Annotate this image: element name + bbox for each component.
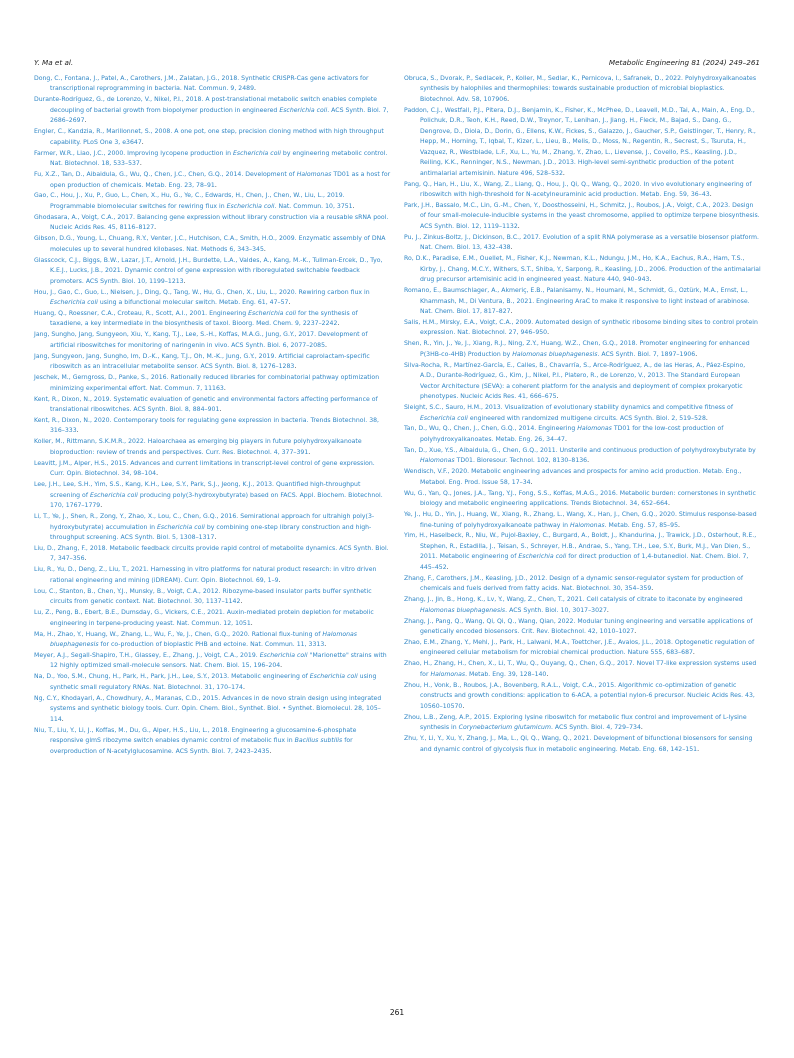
running-head-journal: Metabolic Engineering 81 (2024) 249–261 (608, 58, 760, 67)
reference-text[interactable]: Na, D., Yoo, S.M., Chung, H., Park, H., Park, J.H., Lee, S.Y., 2013. Metabolic engineering of (34, 673, 310, 681)
reference-entry[interactable] (404, 489, 761, 510)
reference-entry[interactable] (34, 608, 391, 629)
reference-text[interactable]: Glasscock, C.J., Biggs, B.W., Lazar, J.T., Arnold, J.H., Burdette, L.A., Valdes, A., Kang, M.-K., Tullman-Ercek, D., Tyo, K.E.J., Lucks, J.B., 2021. Dynamic control of gene expression with riboregulated switchable feedback promoters. ACS Synth. Biol. 10, 1199–1213 (34, 256, 383, 285)
reference-species-name[interactable]: Halomonas (296, 171, 332, 179)
reference-terminal-period: . (325, 341, 327, 349)
reference-text[interactable]: Kent, R., Dixon, N., 2019. Systematic evaluation of genetic and environmental factors affecting performance of translational riboswitches. ACS Synth. Biol. 8, 884–901 (34, 395, 378, 414)
reference-entry[interactable] (404, 713, 761, 734)
reference-text[interactable]: Jang, Sungho, Jang, Sungyeon, Xiu, Y., Kang, T.J., Lee, S.-H., Koffas, M.A.G., Jung, G.Y., 2017. Development of artificial riboswitches for monitoring of naringenin in vivo. ACS Synth. Biol. 6, 2077–2085 (34, 331, 368, 349)
reference-text[interactable]: Obruca, S., Dvorak, P., Sedlacek, P., Koller, M., Sedlar, K., Pernicova, I., Safranek, D., 2022. Polyhydroxyalkanoates synthesis by halophiles and thermophiles: towards sustainable production of microbial bioplastics. Biotechnol. Adv. 58, 107906 (404, 75, 757, 103)
reference-terminal-period: . (324, 641, 327, 649)
reference-terminal-period: . (337, 320, 340, 328)
reference-entry[interactable] (34, 480, 391, 511)
reference-text[interactable]: Ma, H., Zhao, Y., Huang, W., Zhang, L., Wu, F., Ye, J., Chen, G.Q., 2020. Rational flux-tuning of (34, 630, 323, 638)
reference-text[interactable]: Niu, T., Liu, Y., Li, J., Koffas, M., Du, G., Alper, H.S., Liu, L., 2018. Engineering a glucosamine-6-phosphate responsive glmS ribozyme switch enables dynamic control of metabolic flux in (34, 726, 357, 745)
reference-terminal-period: . (294, 363, 297, 371)
reference-species-name[interactable]: Halomonas bluephagenesis (420, 606, 506, 614)
reference-text[interactable]: . Nat. Commun. 10, 3751 (274, 202, 353, 210)
reference-entry[interactable] (34, 694, 391, 725)
reference-text[interactable]: for overproduction of N-acetylglucosamine. ACS Synth. Biol. 7, 2423–2435 (50, 737, 353, 755)
reference-terminal-period: . (250, 619, 253, 627)
reference-species-name[interactable]: Escherichia coli (248, 309, 297, 317)
reference-entry[interactable] (34, 416, 391, 437)
reference-text[interactable]: for the synthesis of taxadiene, a key intermediate in the biosynthesis of taxol. Bioorg. Med. Chem. 9, 2237–2242 (50, 309, 358, 328)
reference-text[interactable]: Yim, H., Haselbeck, R., Niu, W., Pujol-Baxley, C., Burgard, A., Boldt, J., Khandurina, J., Trawick, J.D., Osterhout, R.E., Stephen, R., Estadilla, J., Teisan, S., Schreyer, H.B., Andrae, S., Yang, T.H., Lee, S.Y., Burk, M.J., Van Dien, S., 2011. Metabolic engineering of (404, 532, 757, 561)
reference-text[interactable]: . Metab. Eng. 57, 85–95 (604, 521, 678, 529)
reference-terminal-period: . (76, 427, 79, 435)
reference-text[interactable]: Zhao, E.M., Zhang, Y., Mehl, J., Park, H., Lalwani, M.A., Toettcher, J.E., Avalos, J.L., 2018. Optogenetic regulation of engineered cellular metabolism for microbial chemical production. Nature 555, 683–687 (404, 639, 755, 657)
reference-terminal-period: . (288, 299, 291, 307)
reference-text[interactable]: Ro, D.K., Paradise, E.M., Ouellet, M., Fisher, K.J., Newman, K.L., Ndungu, J.M., Ho, K.A., Eachus, R.A., Ham, T.S., Kirby, J., Chang, M.C.Y., Withers, S.T., Shiba, Y., Sarpong, R., Keasling, J.D., 2006. Production of the antimalarial drug precursor artemisinic acid in engineered yeast. Nature 440, 940–943 (404, 255, 761, 284)
reference-entry[interactable] (34, 587, 391, 608)
reference-terminal-period: . (649, 276, 652, 284)
reference-terminal-period: . (280, 662, 283, 670)
reference-terminal-period: . (547, 329, 550, 337)
reference-species-name[interactable]: Halomonas (577, 425, 612, 433)
reference-text[interactable]: . ACS Synth. Biol. 4, 729–734 (550, 724, 641, 732)
reference-species-name[interactable]: Escherichia coli (90, 491, 138, 499)
reference-text[interactable]: . ACS Synth. Biol. 7, 2686–2697 (50, 106, 389, 125)
reference-terminal-period: . (214, 181, 217, 189)
reference-terminal-period: . (141, 138, 144, 146)
reference-terminal-period: . (507, 95, 510, 103)
reference-text[interactable]: Lee, J.H., Lee, S.H., Yim, S.S., Kang, K.H., Lee, S.Y., Park, S.J., Jeong, K.J., 2013. Quantified high-throughput screening of (34, 481, 361, 499)
reference-entry[interactable] (34, 170, 391, 191)
reference-text[interactable]: Zhang, F., Carothers, J.M., Keasling, J.D., 2012. Design of a dynamic sensor-regulator system for production of chemicals and fuels derived from fatty acids. Nat. Biotechnol. 30, 354–359 (404, 574, 744, 593)
reference-species-name[interactable]: Halomonas (430, 670, 466, 678)
reference-entry[interactable] (34, 288, 391, 309)
reference-terminal-period: . (100, 502, 103, 510)
reference-text[interactable]: for co-production of bioplastic PHB and ectoine. Nat. Commun. 11, 3313 (98, 641, 325, 649)
reference-entry[interactable] (404, 106, 761, 179)
reference-text[interactable]: Zhou, H., Vonk, B., Roubos, J.A., Bovenberg, R.A.L., Voigt, C.A., 2015. Algorithmic co-optimization of genetic constructs and growth conditions: application to 6-ACA, a potential nylon-6 precursor. Nucleic Acids Res. 43, 10560–10570 (404, 681, 755, 710)
reference-entry[interactable] (404, 339, 761, 360)
reference-species-name[interactable]: Bacillus subtilis (294, 737, 343, 745)
reference-terminal-period: . (517, 222, 520, 230)
reference-text[interactable]: Wendisch, V.F., 2020. Metabolic engineering advances and prospects for amino acid production. Metab. Eng., Metabol. Eng. Prod. Issue 58, 17–34 (404, 468, 742, 486)
reference-text[interactable]: Zhao, H., Zhang, H., Chen, X., Li, T., Wu, Q., Ouyang, Q., Chen, G.Q., 2017. Novel T7-like expression systems used for (404, 660, 757, 678)
reference-text[interactable]: "Marionette" strains with 12 highly optimized small-molecule sensors. Nat. Chem. Biol. 15, 196–204 (50, 651, 387, 670)
reference-entry[interactable] (34, 74, 391, 95)
reference-entry[interactable] (404, 74, 761, 105)
reference-entry[interactable] (404, 233, 761, 254)
reference-entry[interactable] (34, 672, 391, 693)
reference-entry[interactable] (34, 512, 391, 543)
reference-terminal-period: . (219, 406, 222, 414)
reference-text[interactable]: Tan, D., Xue, Y.S., Aibaidula, G., Chen, G.Q., 2011. Unsterile and continuous production of polyhydroxybutyrate by (404, 446, 756, 454)
reference-text[interactable]: Ng, C.Y., Khodayari, A., Chowdhury, A., Maranas, C.D., 2015. Advances in de novo strain design using integrated systems and synthetic biology tools. Curr. Opin. Chem. Biol., Synthet. Biol. • Synthet. Biomolecul. 28, 105–114 (34, 694, 382, 723)
reference-terminal-period: . (564, 435, 567, 443)
reference-text[interactable]: Liu, R., Yu, D., Deng, Z., Liu, T., 2021. Harnessing in vitro platforms for natural product research: in vitro driven rational engineering and mining (iDREAM). Curr. Opin. Biotechnol. 69, 1–9 (34, 566, 377, 584)
reference-text[interactable]: Leavitt, J.M., Alper, H.S., 2015. Advances and current limitations in transcript-level control of gene expression. Curr. Opin. Biotechnol. 34, 98–104 (34, 459, 375, 478)
reference-entry[interactable] (404, 617, 761, 638)
reference-entry[interactable] (404, 254, 761, 285)
reference-text[interactable]: Shen, R., Yin, J., Ye, J., Xiang, R.J., Ning, Z.Y., Huang, W.Z., Chen, G.Q., 2018. Promoter engineering for enhanced P(3HB-co-4HB) Production by (404, 340, 750, 358)
reference-terminal-period: . (223, 384, 226, 392)
reference-text[interactable]: Engler, C., Kandzia, R., Marillonnet, S., 2008. A one pot, one step, precision cloning method with high throughput capability. PLoS One 3, e3647 (34, 128, 384, 146)
reference-terminal-period: . (278, 576, 281, 584)
reference-text[interactable]: Wu, G., Yan, Q., Jones, J.A., Tang, Y.J., Fong, S.S., Koffas, M.A.G., 2016. Metabolic burden: cornerstones in synthetic biology and metabolic engineering applications. Trends Biotechnol. 34, 652–664 (404, 489, 756, 508)
reference-entry[interactable] (404, 446, 761, 467)
reference-terminal-period: . (530, 478, 533, 486)
reference-terminal-period: . (214, 533, 217, 541)
reference-terminal-period: . (308, 448, 311, 456)
references-right-column (404, 74, 761, 756)
reference-entry[interactable] (404, 510, 761, 531)
reference-terminal-period: . (697, 745, 700, 753)
reference-text[interactable]: for direct production of 1,4-butanediol. Nat. Chem. Biol. 7, 445–452 (420, 553, 749, 571)
reference-entry[interactable] (34, 395, 391, 416)
reference-text[interactable]: TD01. Bioresour. Technol. 102, 8130–8136 (454, 457, 588, 465)
reference-entry[interactable] (34, 191, 391, 212)
reference-terminal-period: . (156, 470, 159, 478)
reference-text[interactable]: . ACS Synth. Biol. 7, 1897–1906 (597, 350, 696, 358)
reference-species-name[interactable]: Halomonas bluephagenesis (512, 350, 598, 358)
reference-entry[interactable] (404, 403, 761, 424)
reference-text[interactable]: Ye, J., Hu, D., Yin, J., Huang, W., Xiang, R., Zhang, L., Wang, X., Han, J., Chen, G.Q., 2020. Stimulus response-based fine-tuning of polyhydroxyalkanoate pathway in (404, 511, 757, 529)
reference-entry[interactable] (34, 437, 391, 458)
reference-text[interactable]: Zhou, L.B., Zeng, A.P., 2015. Exploring lysine riboswitch for metabolic flux control and improvement of L-lysine synthesis in (404, 713, 747, 732)
page-number: 261 (389, 1008, 405, 1017)
reference-terminal-period: . (634, 628, 637, 636)
reference-species-name[interactable]: Escherichia coli (259, 651, 308, 659)
reference-terminal-period: . (692, 649, 695, 657)
reference-entry[interactable] (404, 424, 761, 445)
reference-terminal-period: . (183, 277, 186, 285)
reference-species-name[interactable]: Escherichia coli (50, 299, 98, 307)
reference-terminal-period: . (678, 521, 680, 529)
reference-terminal-period: . (84, 117, 87, 125)
reference-text[interactable]: Dong, C., Fontana, J., Patel, A., Carothers, J.M., Zalatan, J.G., 2018. Synthetic CRISPR-Cas gene activators for transcriptional reprogramming in bacteria. Nat. Commun. 9, 2489 (34, 75, 369, 93)
reference-text[interactable]: Ghodasara, A., Voigt, C.A., 2017. Balancing gene expression without library construction via a reusable sRNA pool. Nucleic Acids Res. 45, 8116–8127 (34, 213, 389, 232)
reference-entry[interactable] (34, 352, 391, 373)
reference-terminal-period: . (240, 598, 243, 606)
reference-text[interactable]: Zhang, J., Jin, B., Hong, K., Lv, Y., Wang, Z., Chen, T., 2021. Cell catalysis of citrate to itaconate by engineered (404, 596, 743, 604)
reference-terminal-period: . (263, 245, 266, 253)
reference-text[interactable]: by engineering metabolic control. Nat. Biotechnol. 18, 533–537 (50, 149, 388, 168)
reference-species-name[interactable]: Escherichia coli (279, 106, 328, 114)
reference-entry[interactable] (34, 726, 391, 757)
reference-entry[interactable] (34, 565, 391, 586)
reference-entry[interactable] (404, 180, 761, 201)
reference-text[interactable]: Zhang, J., Pang, Q., Wang, Qi, Qi, Q., Wang, Qian, 2022. Modular tuning engineering and versatile applications of genetically encoded biosensors. Crit. Rev. Biotechnol. 42, 1010–1027 (404, 617, 753, 636)
reference-terminal-period: . (61, 715, 64, 723)
reference-text[interactable]: using a bifunctional molecular switch. Metab. Eng. 61, 47–57 (97, 299, 289, 307)
reference-text[interactable]: using synthetic small regulatory RNAs. Nat. Biotechnol. 31, 170–174 (50, 673, 377, 691)
reference-species-name[interactable]: Halomonas (420, 457, 455, 465)
reference-entry[interactable] (34, 651, 391, 672)
reference-entry[interactable] (34, 330, 391, 351)
reference-species-name[interactable]: Escherichia coli (156, 523, 205, 531)
reference-text[interactable]: Tan, D., Wu, Q., Chen, J., Chen, G.Q., 2014. Engineering (404, 425, 578, 433)
reference-text[interactable]: . ACS Synth. Biol. 10, 3017–3027 (505, 606, 607, 614)
reference-text[interactable]: Pang, Q., Han, H., Liu, X., Wang, Z., Liang, Q., Hou, J., Qi, Q., Wang, Q., 2020. In vivo evolutionary engineering of riboswitch with high-threshold for N-acetylneuraminic acid production. Metab. Eng. 59, 36–43 (404, 180, 752, 198)
reference-entry[interactable] (404, 361, 761, 403)
reference-text[interactable]: Hou, J., Gao, C., Guo, L., Nielsen, J., Ding, Q., Tang, W., Hu, G., Chen, X., Liu, L., 2020. Rewiring carbon flux in (34, 288, 370, 296)
reference-entry[interactable] (34, 373, 391, 394)
reference-text[interactable]: Fu, X.Z., Tan, D., Aibaidula, G., Wu, Q., Chen, J.C., Chen, G.Q., 2014. Development of (34, 171, 297, 179)
reference-terminal-period: . (510, 244, 513, 252)
reference-species-name[interactable]: Escherichia coli (309, 673, 358, 681)
references-left-column (34, 74, 391, 758)
reference-terminal-period: . (640, 724, 643, 732)
reference-species-name[interactable]: Escherichia coli (518, 553, 567, 561)
reference-entry[interactable] (404, 201, 761, 232)
reference-text[interactable]: Kent, R., Dixon, N., 2020. Contemporary tools for regulating gene expression in bacteria. Trends Biotechnol. 38, 316–333 (34, 417, 380, 435)
reference-species-name[interactable]: Escherichia coli (226, 202, 275, 210)
reference-terminal-period: . (546, 670, 549, 678)
reference-entry[interactable] (34, 256, 391, 287)
reference-terminal-period: . (242, 683, 245, 691)
reference-terminal-period: . (269, 747, 272, 755)
reference-terminal-period: . (705, 414, 708, 422)
reference-text[interactable]: Zhu, Y., Li, Y., Xu, Y., Zhang, J., Ma, L., Qi, Q., Wang, Q., 2021. Development of bifunctional biosensors for sensing and dynamic control of glycolysis flux in metabolic engineering. Metab. Eng. 68, 142–151 (404, 735, 753, 753)
reference-terminal-period: . (667, 500, 670, 508)
reference-terminal-period: . (587, 457, 590, 465)
reference-text[interactable]: Salis, H.M., Mirsky, E.A., Voigt, C.A., 2009. Automated design of synthetic ribosome binding sites to control protein expression. Nat. Biotechnol. 27, 946–950 (404, 318, 758, 337)
reference-text[interactable]: TD01 for the low-cost production of polyhydroxyalkanoates. Metab. Eng. 26, 34–47 (420, 425, 724, 443)
reference-text[interactable]: Paddon, C.J., Westfall, P.J., Pitera, D.J., Benjamin, K., Fisher, K., McPhee, D., Leavell, M.D., Tai, A., Main, A., Eng, D., Polichuk, D.R., Teoh, K.H., Reed, D.W., Treynor, T., Lenihan, J., Jiang, H., Fleck, M., Bajad, S., Dang, G., Dengrove, D., Diola, D., Dorin, G., Ellens, K.W., Fickes, S., Galazzo, J., Gaucher, S.P., Geistlinger, T., Henry, R., Hepp, M., Horning, T., Iqbal, T., Kizer, L., Lieu, B., Melis, D., Moss, N., Regentin, R., Secrest, S., Tsuruta, H., Vazquez, R., Westblade, L.F., Xu, L., Yu, M., Zhang, Y., Zhao, L., Lievense, J., Covello, P.S., Keasling, J.D., Reiling, K.K., Renninger, N.S., Newman, J.D., 2013. High-level semi-synthetic production of the potent antimalarial artemisinin. Nature 496, 528–532 (404, 106, 756, 177)
reference-entry[interactable] (34, 630, 391, 651)
reference-entry[interactable] (34, 95, 391, 126)
reference-text[interactable]: Romano, E., Baumschlager, A., Akmeriç, E.B., Palanisamy, N., Houmani, M., Schmidt, G., Oztürk, M.A., Ernst, L., Khammash, M., Di Ventura, B., 2021. Engineering AraC to make it responsive to light instead of arabinose. Nat. Chem. Biol. 17, 817–827 (404, 287, 750, 315)
reference-species-name[interactable]: Corynebacterium glutamicum (458, 724, 551, 732)
reference-terminal-period: . (510, 307, 513, 315)
reference-entry[interactable] (34, 213, 391, 234)
reference-entry[interactable] (404, 531, 761, 573)
reference-entry[interactable] (404, 574, 761, 595)
reference-entry[interactable] (34, 234, 391, 255)
reference-terminal-period: . (462, 702, 465, 710)
reference-text[interactable]: Meyer, A.J., Segall-Shapiro, T.H., Glassey, E., Zhang, J., Voigt, C.A., 2019. (34, 651, 260, 659)
reference-species-name[interactable]: Escherichia coli (233, 149, 281, 157)
reference-species-name[interactable]: Halomonas (569, 521, 605, 529)
reference-text[interactable]: Silva-Rocha, R., Martínez-García, E., Calles, B., Chavarría, S., Arce-Rodríguez, A., de las Heras, A., Páez-Espino, A.D., Durante-Rodríguez, G., Kim, J., Nikel, P.I., Platero, R., de Lorenzo, V., 2013. The Standard European Vector Architecture (SEVA): a coherent platform for the analysis and deployment of complex prokaryotic phenotypes. Nucleic Acids Res. 41, 666–675 (404, 361, 746, 401)
reference-terminal-period: . (154, 224, 157, 232)
reference-text[interactable]: . Metab. Eng. 39, 128–140 (465, 670, 547, 678)
reference-text[interactable]: Jang, Sungyeon, Jang, Sungho, Im, D.-K., Kang, T.J., Oh, M.-K., Jung, G.Y., 2019. Artificial caprolactam-specific riboswitch as an intracellular metabolite sensor. ACS Synth. Biol. 8, 1276–1283 (34, 352, 370, 371)
reference-text[interactable]: Huang, Q., Roessner, C.A., Croteau, R., Scott, A.I., 2001. Engineering (34, 309, 249, 317)
reference-text[interactable]: TD01 as a host for open production of chemicals. Metab. Eng. 23, 78–91 (50, 171, 391, 189)
reference-terminal-period: . (139, 160, 142, 168)
reference-entry[interactable] (34, 309, 391, 330)
reference-entry[interactable] (404, 734, 761, 755)
reference-entry[interactable] (34, 127, 391, 148)
reference-terminal-period: . (556, 393, 559, 401)
reference-terminal-period: . (254, 85, 256, 93)
reference-terminal-period: . (651, 585, 654, 593)
reference-entry[interactable] (404, 467, 761, 488)
reference-text[interactable]: Li, T., Ye, J., Shen, R., Zong, Y., Zhao, X., Lou, C., Chen, G.Q., 2016. Semirational approach for ultrahigh poly(3-hydroxybutyrate) accumulation in (34, 513, 375, 531)
running-head-authors: Y. Ma et al. (34, 58, 74, 67)
reference-entry[interactable] (34, 459, 391, 480)
reference-entry[interactable] (404, 286, 761, 317)
reference-text[interactable]: Koller, M., Rittmann, S.K.M.R., 2022. Haloarchaea as emerging big players in future polyhydroxyalkanoate bioproduction: review of trends and perspectives. Curr. Res. Biotechnol. 4, 377–391 (34, 438, 362, 456)
reference-text[interactable]: producing poly(3-hydroxybutyrate) based on FACS. Appl. Biochem. Biotechnol. 170, 1767–1779 (50, 491, 383, 510)
reference-terminal-period: . (606, 606, 609, 614)
reference-entry[interactable] (34, 149, 391, 170)
reference-text[interactable]: Pu, J., Zinkus-Boltz, J., Dickinson, B.C., 2017. Evolution of a split RNA polymerase as a versatile biosensor platform. Nat. Chem. Biol. 13, 432–438 (404, 233, 759, 252)
reference-text[interactable]: Sleight, S.C., Sauro, H.M., 2013. Visualization of evolutionary stability dynamics and competitive fitness of (404, 404, 734, 412)
reference-terminal-period: . (84, 555, 87, 563)
reference-text[interactable]: Lou, C., Stanton, B., Chen, Y.J., Munsky, B., Voigt, C.A., 2012. Ribozyme-based insulator parts buffer synthetic circuits from genetic context. Nat. Biotechnol. 30, 1137–1142 (34, 587, 372, 606)
reference-text[interactable]: Liu, D., Zhang, F., 2018. Metabolic feedback circuits provide rapid control of metabolite dynamics. ACS Synth. Biol. 7, 347–356 (34, 544, 389, 563)
reference-species-name[interactable]: Escherichia coli (420, 414, 468, 422)
reference-text[interactable]: Gao, C., Hou, J., Xu, P., Guo, L., Chen, X., Hu, G., Ye, C., Edwards, H., Chen, J., Chen, W., Liu, L., 2019. Programmable biomolecular switches for rewiring flux in (34, 192, 345, 210)
reference-terminal-period: . (695, 350, 698, 358)
reference-text[interactable]: Gibson, D.G., Young, L., Chuang, R.Y., Venter, J.C., Hutchison, C.A., Smith, H.O., 2009. Enzymatic assembly of DNA molecules up to several hundred kilobases. Nat. Methods 6, 343–345 (34, 235, 386, 253)
reference-text[interactable]: engineered with randomized multigene circuits. ACS Synth. Biol. 2, 519–528 (467, 414, 706, 422)
reference-entry[interactable] (34, 544, 391, 565)
reference-entry[interactable] (404, 318, 761, 339)
reference-text[interactable]: Park, J.H., Bassalo, M.C., Lin, G.-M., Chen, Y., Doosthosseini, H., Schmitz, J., Roubos, J.A., Voigt, C.A., 2023. Design of four small-molecule-inducible systems in the yeast chromosome, applied to optimize terpene biosynthesis. ACS Synth. Biol. 12, 1119–1132 (404, 201, 760, 230)
reference-text[interactable]: Farmer, W.R., Liao, J.C., 2000. Improving lycopene production in (34, 149, 234, 157)
reference-terminal-period: . (352, 202, 355, 210)
reference-text[interactable]: Durante-Rodríguez, G., de Lorenzo, V., Nikel, P.I., 2018. A post-translational metabolic switch enables complete decoupling of bacterial growth from biopolymer production in engineered (34, 96, 378, 114)
reference-entry[interactable] (404, 681, 761, 712)
reference-terminal-period: . (562, 169, 565, 177)
reference-text[interactable]: Jeschek, M., Gerngross, D., Panke, S., 2016. Rationally reduced libraries for combinatorial pathway optimization minimizing experimental effort. Nat. Commun. 7, 11163 (34, 374, 380, 392)
reference-entry[interactable] (404, 659, 761, 680)
reference-species-name[interactable]: Halomonas bluephagenesis (50, 630, 358, 649)
reference-terminal-period: . (446, 563, 449, 571)
reference-entry[interactable] (404, 595, 761, 616)
reference-terminal-period: . (709, 190, 712, 198)
reference-text[interactable]: by combining one-step library construction and high-throughput screening. ACS Synth. Biol. 5, 1308–1317 (50, 523, 372, 541)
running-head (34, 58, 760, 70)
reference-text[interactable]: Lu, Z., Peng, B., Ebert, B.E., Dumsday, G., Vickers, C.E., 2021. Auxin-mediated protein depletion for metabolic engineering in terpene-producing yeast. Nat. Commun. 12, 1051 (34, 609, 374, 627)
reference-entry[interactable] (404, 638, 761, 659)
